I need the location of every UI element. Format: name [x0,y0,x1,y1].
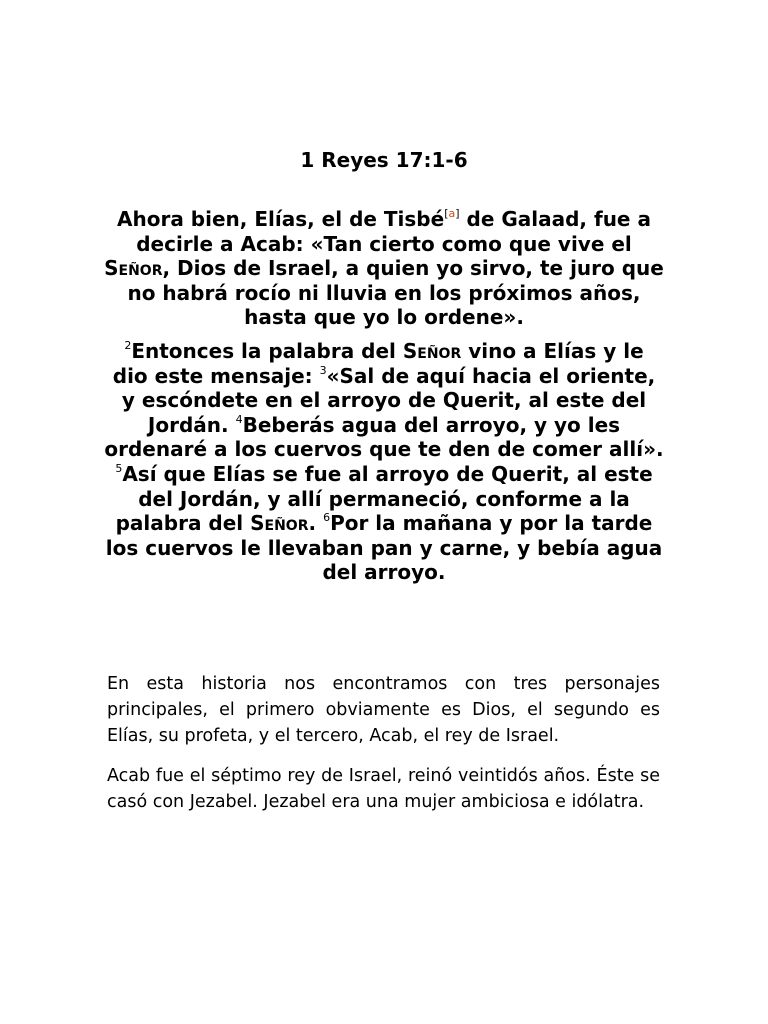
scripture-paragraph-1 [104,207,664,330]
commentary-paragraph-2: Acab fue el séptimo rey de Israel, reinó veintidós años. Éste se casó con Jezabel. Jezabel era una mujer ambiciosa e idólatra. [107,766,660,812]
verse-2-text-b: vino a Elías y le dio este mensaje: [112,339,644,388]
footnote-bracket-close: ] [455,207,460,220]
scripture-paragraph-2 [104,339,664,585]
verse-number-5: 5 [115,461,123,475]
footnote-marker[interactable] [444,207,459,220]
verse-1-text-c: , Dios de Israel, a quien yo sirvo, te juro que no habrá rocío ni lluvia en los próximos años, hasta que yo lo ordene». [127,256,664,330]
verse-number-3: 3 [319,363,327,377]
lord-small-caps: Señor [250,511,309,536]
verse-number-6: 6 [323,511,331,525]
lord-small-caps: Señor [104,256,163,281]
lord-small-caps: Señor [402,339,462,363]
verse-1-text-a: Ahora bien, Elías, el de Tisbé [117,207,445,231]
verse-2-text-a: Entonces la palabra del [131,339,403,363]
footnote-link-a[interactable]: a [448,207,456,220]
verse-5-end: . [308,511,324,536]
page-title: 1 Reyes 17:1-6 [300,148,468,172]
verse-6-text: Por la mañana y por la tarde los cuervos le llevaban pan y carne, y bebía agua del arroyo. [105,511,663,585]
verse-4-text: Beberás agua del arroyo, y yo les ordenaré a los cuervos que te den de comer allí». [104,412,664,462]
verse-1-text-b: de Galaad, fue a decirle a Acab: «Tan cierto como que vive el [136,207,651,256]
verse-3-text: «Sal de aquí hacia el oriente, y escóndete en el arroyo de Querit, al este del Jordán. [121,363,656,437]
footnote-bracket-open: [ [444,207,449,220]
commentary-paragraph-1: En esta historia nos encontramos con tres personajes principales, el primero obviamente es Dios, el segundo es Elías, su profeta, y el tercero, Acab, el rey de Israel. [107,674,660,746]
verse-number-4: 4 [235,412,243,426]
verse-number-2: 2 [124,339,132,352]
verse-5-text: Así que Elías se fue al arroyo de Querit, al este del Jordán, y allí permaneció, conforme a la palabra del [115,461,653,536]
